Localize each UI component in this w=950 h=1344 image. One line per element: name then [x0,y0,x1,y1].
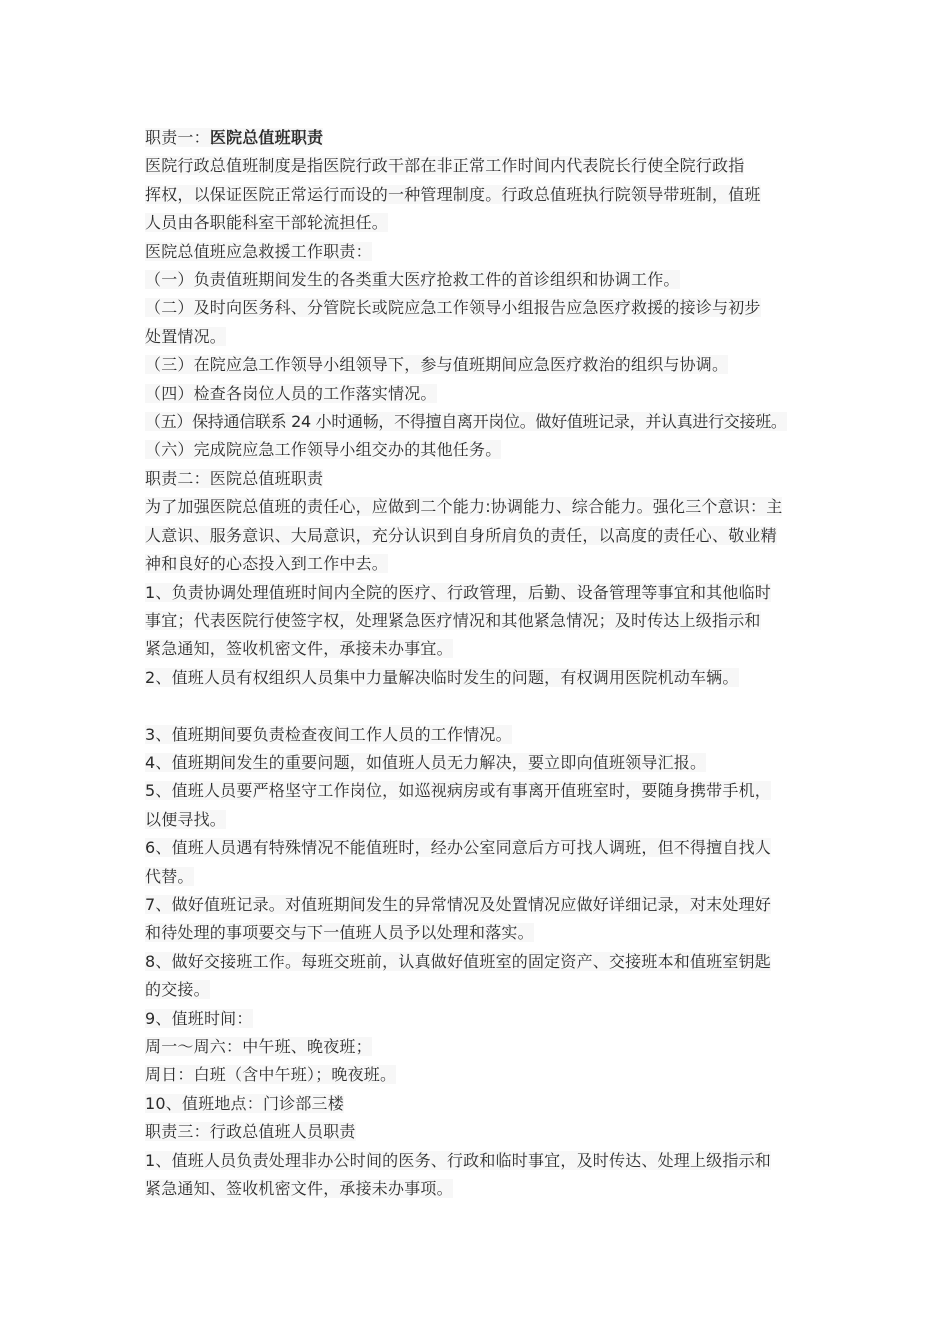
paragraph-line: 8、做好交接班工作。每班交班前，认真做好值班室的固定资产、交接班本和值班室钥匙 [145,951,771,971]
blank-line [145,692,825,720]
paragraph-line: 7、做好值班记录。对值班期间发生的异常情况及处置情况应做好详细记录，对末处理好 [145,894,771,914]
section2-heading: 职责二：医院总值班职责 [145,468,324,488]
paragraph-line: 1、值班人员负责处理非办公时间的医务、行政和临时事宜，及时传达、处理上级指示和 [145,1150,771,1170]
section3-heading: 职责三：行政总值班人员职责 [145,1122,356,1142]
paragraph-line: 9、值班时间： [145,1008,253,1028]
paragraph-line: 挥权，以保证医院正常运行而设的一种管理制度。行政总值班执行院领导带班制，值班 [145,184,761,204]
paragraph-line: 人员由各职能科室干部轮流担任。 [145,213,389,233]
paragraph-line: 6、值班人员遇有特殊情况不能值班时，经办公室同意后方可找人调班，但不得擅自找人 [145,838,771,858]
list-item: （二）及时向医务科、分管院长或院应急工作领导小组报告应急医疗救援的接诊与初步 [145,298,761,318]
section1-subheading: 医院总值班应急救援工作职责： [145,241,372,261]
paragraph-line: 代替。 [145,866,194,886]
paragraph-line: 周一～周六：中午班、晚夜班； [145,1036,372,1056]
section1-heading-title: 医院总值班职责 [209,128,324,147]
paragraph-line: 以便寻找。 [145,809,227,829]
paragraph-line: 人意识、服务意识、大局意识，充分认识到自身所肩负的责任，以高度的责任心、敬业精 [145,525,777,545]
paragraph-line: 紧急通知，签收机密文件，承接未办事宜。 [145,639,453,659]
paragraph-line: 10、值班地点：门诊部三楼 [145,1093,344,1113]
paragraph-line: 紧急通知、签收机密文件，承接未办事项。 [145,1179,453,1199]
list-item: （一）负责值班期间发生的各类重大医疗抢救工件的首诊组织和协调工作。 [145,270,680,290]
paragraph-line: 神和良好的心态投入到工作中去。 [145,554,389,574]
paragraph-line: 3、值班期间要负责检查夜间工作人员的工作情况。 [145,724,512,744]
document-body [145,124,825,1203]
paragraph-line: 事宜；代表医院行使签字权，处理紧急医疗情况和其他紧急情况；及时传达上级指示和 [145,610,761,630]
list-item: （三）在院应急工作领导小组领导下，参与值班期间应急医疗救治的组织与协调。 [145,355,729,375]
paragraph-line: 1、负责协调处理值班时间内全院的医疗、行政管理，后勤、设备管理等事宜和其他临时 [145,582,771,602]
section1-heading [145,124,825,152]
paragraph-line: 2、值班人员有权组织人员集中力量解决临时发生的问题，有权调用医院机动车辆。 [145,667,739,687]
list-item: 处置情况。 [145,326,227,346]
list-item: （六）完成院应急工作领导小组交办的其他任务。 [145,440,502,460]
paragraph-line: 5、值班人员要严格坚守工作岗位，如巡视病房或有事离开值班室时，要随身携带手机， [145,781,771,801]
paragraph-line: 医院行政总值班制度是指医院行政干部在非正常工作时间内代表院长行使全院行政指 [145,156,745,176]
list-item: （五）保持通信联系 24 小时通畅，不得擅自离开岗位。做好值班记录，并认真进行交接班。 [145,412,787,432]
paragraph-line: 和待处理的事项要交与下一值班人员予以处理和落实。 [145,923,534,943]
paragraph-line: 为了加强医院总值班的责任心，应做到二个能力:协调能力、综合能力。强化三个意识：主 [145,497,783,517]
paragraph-line: 周日：白班（含中午班）；晚夜班。 [145,1065,397,1085]
list-item: （四）检查各岗位人员的工作落实情况。 [145,383,437,403]
section1-heading-prefix: 职责一： [145,128,210,147]
paragraph-line: 的交接。 [145,980,210,1000]
paragraph-line: 4、值班期间发生的重要问题，如值班人员无力解决，要立即向值班领导汇报。 [145,752,707,772]
